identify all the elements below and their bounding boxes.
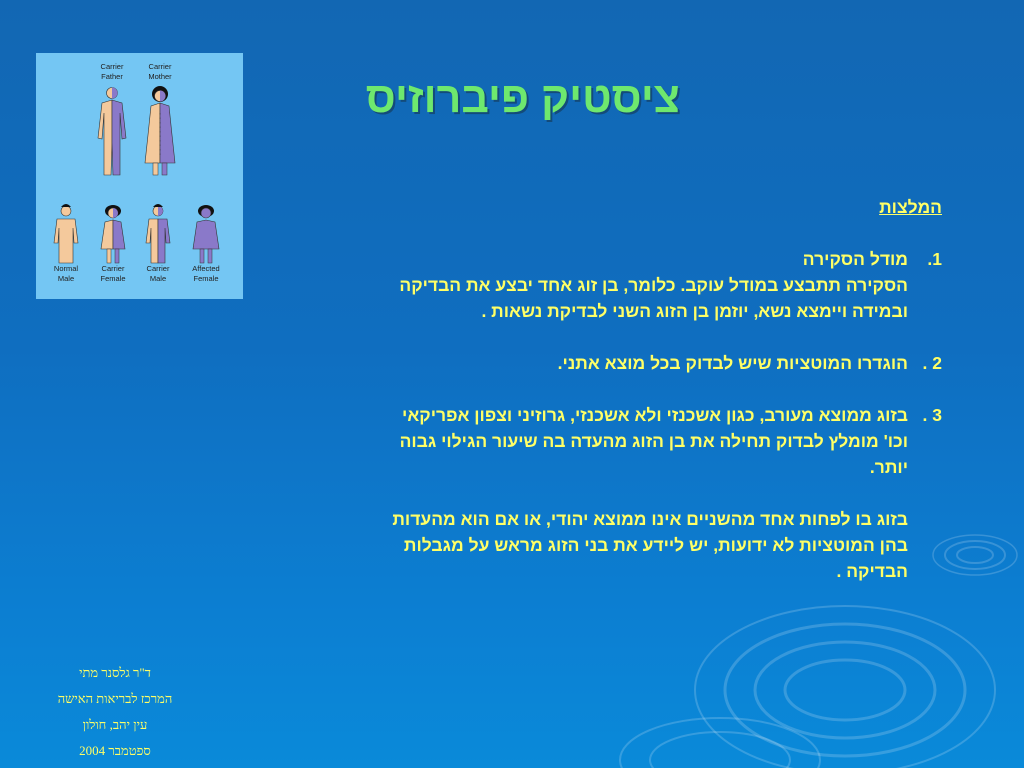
item-3-line-3: יותר. [869,457,908,477]
normal-male-label-1: Normal [53,264,79,273]
item-3-number: 3 . [922,405,942,425]
item-1-line-1: הסקירה תתבצע במודל עוקב. כלומר, בן זוג אחד יבצע את הבדיקה [399,275,908,295]
carrier-male-label-2: Male [149,274,167,283]
item-1-title: מודל הסקירה [802,249,908,269]
carrier-father-label-1: Carrier [100,62,124,71]
list-item-3 [270,402,942,480]
note-line-2: בהן המוטציות לא ידועות, יש ליידע את בני הזוג מראש על מגבלות [403,535,908,555]
item-3-line-2: וכו' מומלץ לבדוק תחילה את בן הזוג מהעדה בה שיעור הגילוי גבוה [399,431,908,451]
credit-line-2: המרכז לבריאות האישה [57,691,173,706]
normal-male-figure [54,204,79,283]
affected-female-label-2: Female [193,274,219,283]
carrier-female-label-1: Carrier [101,264,125,273]
item-1-line-2: ובמידה ויימצא נשא, יוזמן בן הזוג השני לבדיקת נשאות . [481,301,908,321]
carrier-mother-figure [145,62,175,175]
slide-title: ציסטיק פיברוזיס [365,74,680,122]
item-3-line-1: בזוג ממוצא מעורב, כגון אשכנזי ולא אשכנזי, גרוזיני וצפון אפריקאי [402,405,908,425]
note-paragraph [270,506,942,584]
note-line-1: בזוג בו לפחות אחד מהשניים אינו ממוצא יהודי, או אם הוא מהעדות [392,509,908,529]
carrier-mother-label-1: Carrier [148,62,172,71]
carrier-female-figure [100,205,125,283]
affected-female-label-1: Affected [192,264,220,273]
list-item-1 [270,246,942,324]
note-line-3: הבדיקה . [836,561,908,581]
affected-female-figure [192,205,219,283]
carrier-male-figure [146,204,170,283]
carrier-female-label-2: Female [100,274,126,283]
credit-line-1: ד"ר גלסנר מתי [79,665,151,680]
credit-line-3: עין יהב, חולון [82,717,148,732]
carrier-male-label-1: Carrier [146,264,170,273]
normal-male-label-2: Male [57,274,75,283]
credit-line-4: ספטמבר 2004 [79,743,151,758]
author-credits [20,660,210,764]
item-2-line-1: הוגדרו המוטציות שיש לבדוק בכל מוצא אתני. [557,353,908,373]
inheritance-diagram [36,53,243,299]
carrier-mother-label-2: Mother [148,72,172,81]
slide-body [270,194,942,584]
section-heading: המלצות [879,197,942,217]
carrier-father-label-2: Father [101,72,123,81]
carrier-father-figure [98,62,126,175]
item-1-number: 1. [927,249,942,269]
item-2-number: 2 . [922,353,942,373]
list-item-2 [270,350,942,376]
